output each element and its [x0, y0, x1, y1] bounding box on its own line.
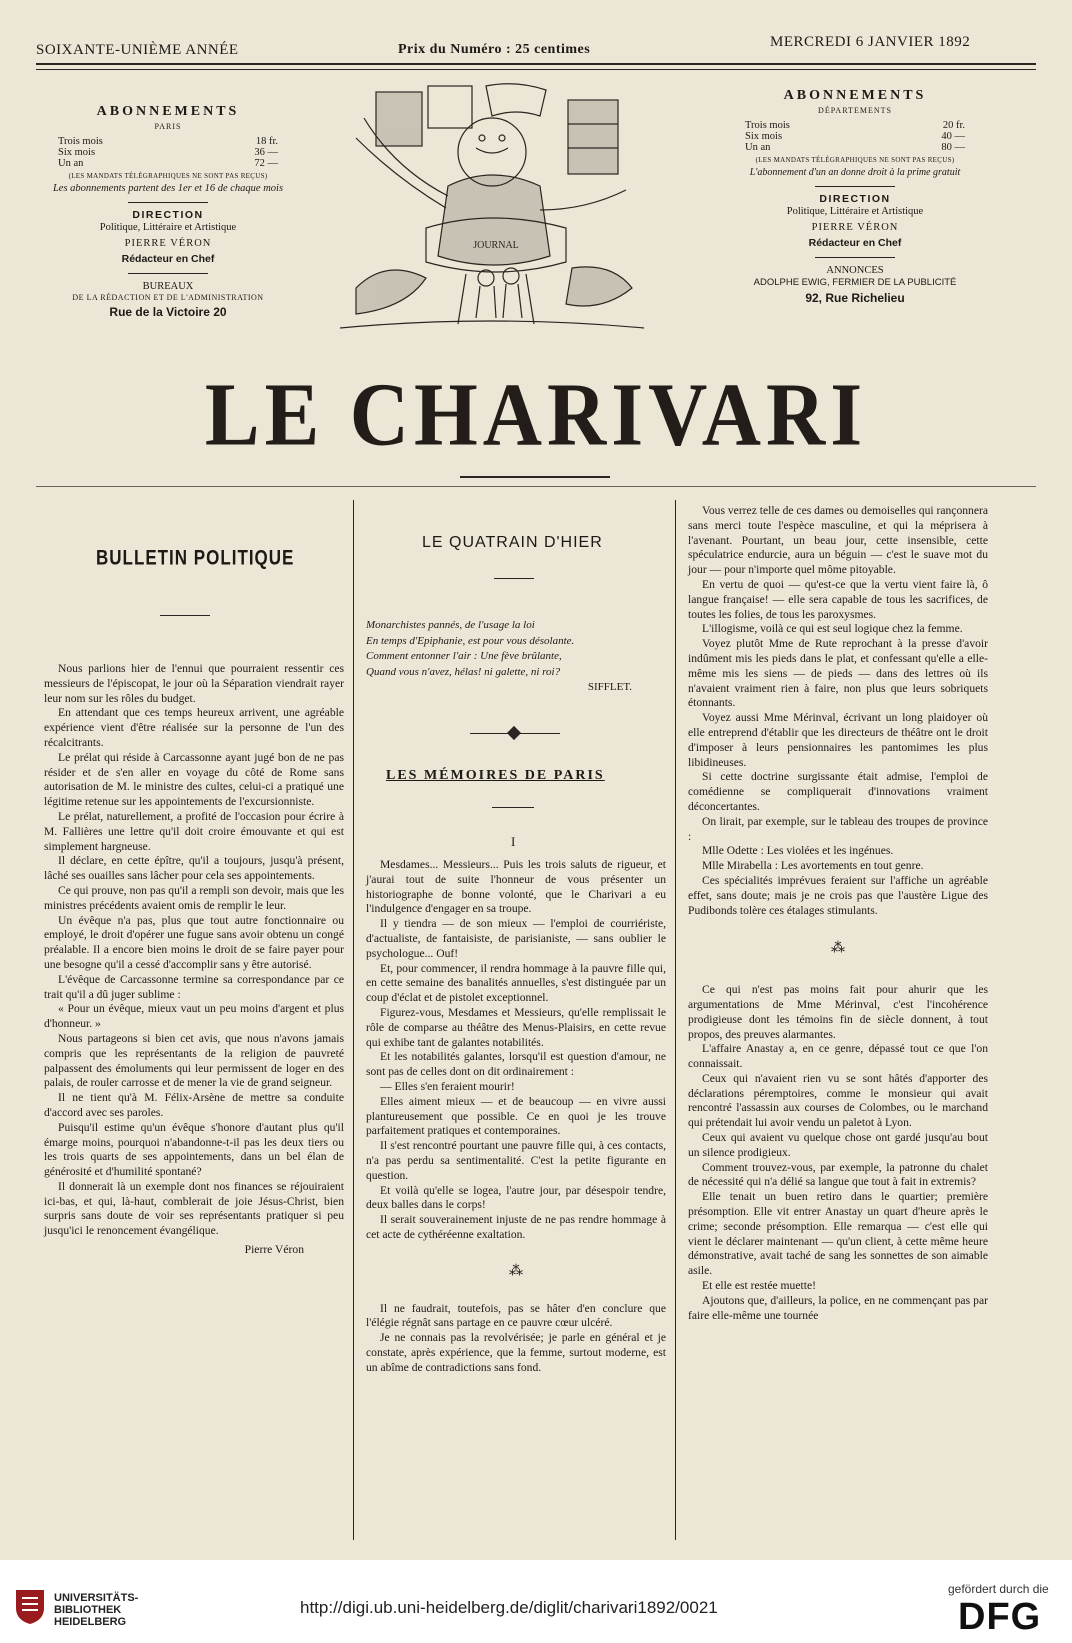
paragraph: Elle tenait un buen retiro dans le quartier; première présomption. Elle vit entrer Anastay un quart d'heure après le crime; seconde présomption. Elle remarqua — c'est elle qui vient le déclarer maintenant — qu'un client, à cette même heure démonstrative, avait taché de sang les sonnettes de son aimable asile.	[688, 1190, 988, 1278]
paragraph: Il déclare, en cette épître, qu'il a toujours, jusqu'à présent, lâché ses ouailles sans lâcher pour cela ses appointements.	[44, 854, 344, 883]
paragraph: Ces spécialités imprévues feraient sur l'affiche un agréable effet, sans doute; mais je ne crois pas que l'austère Ligue des Pudibonds tolère ces étalages stimulants.	[688, 873, 988, 917]
paragraph: Et les notabilités galantes, lorsqu'il est question d'amour, ne sont pas de celles dont on dit ordinairement :	[366, 1050, 666, 1079]
university-name	[54, 1592, 138, 1628]
price-row-label: Trois mois	[745, 120, 790, 131]
price-row-label: Un an	[58, 158, 84, 169]
price-row-label: Six mois	[745, 131, 783, 142]
quatrain-title: LE QUATRAIN D'HIER	[422, 534, 603, 551]
paragraph: Il serait souverainement injuste de ne pas rendre hommage à cet acte de cythéréenne exaltation.	[366, 1213, 666, 1241]
sub-region: DÉPARTEMENTS	[818, 106, 892, 115]
price-row-label: Six mois	[58, 147, 96, 158]
university-logo-icon	[12, 1586, 48, 1626]
header-rule-2	[36, 69, 1036, 70]
verse: Comment entonner l'air : Une fève brûlante,	[366, 650, 562, 662]
footer-bar	[0, 1560, 1072, 1643]
paragraph: Ajoutons que, d'ailleurs, la police, en ne commençant pas par faire elle-même une tournée	[688, 1293, 988, 1322]
price-row-label: Un an	[745, 142, 771, 153]
price-table	[58, 136, 278, 169]
column-divider-2	[675, 500, 676, 1540]
divider	[160, 615, 210, 616]
section-stars: ⁂	[509, 1263, 523, 1279]
price-row-value: 40 —	[941, 131, 965, 142]
mandats-note: (LES MANDATS TÉLÉGRAPHIQUES NE SONT PAS REÇUS)	[68, 172, 268, 180]
price: Prix du Numéro : 25 centimes	[398, 42, 591, 57]
annonces-label: ANNONCES	[826, 265, 884, 276]
director-role: Rédacteur en Chef	[808, 237, 902, 249]
paragraph: Voyez plutôt Mme de Rute reprochant à la presse d'avoir indûment mis les pieds dans le plat, et confessant qu'elle a elle-même mis les siens — de pieds — dans des lettres où ils n'avaient vraiment rien à faire, non plus que leurs sobriquets étonnants.	[688, 637, 988, 710]
verse: Quand vous n'avez, hélas! ni galette, ni roi?	[366, 665, 561, 678]
paragraph: Il s'est rencontré pourtant une pauvre fille qui, à ces contacts, n'a pas perdu sa sentimentalité. C'est la petite figurante en question.	[366, 1139, 666, 1182]
mandats-note: (LES MANDATS TÉLÉGRAPHIQUES NE SONT PAS REÇUS)	[755, 156, 955, 164]
price-row-value: 36 —	[254, 147, 278, 158]
subscriptions-paris	[48, 104, 288, 319]
bureaux-desc: DE LA RÉDACTION ET DE L'ADMINISTRATION	[72, 293, 264, 302]
paragraph: Et voilà qu'elle se logea, l'autre jour, par désespoir tendre, deux balles dans le corps!	[366, 1183, 666, 1212]
bureaux-address: Rue de la Victoire 20	[109, 305, 227, 319]
signature: Pierre Véron	[244, 1243, 304, 1257]
paragraph: L'affaire Anastay a, en ce genre, dépassé tout ce que l'on connaissait.	[688, 1042, 988, 1071]
journal-label: JOURNAL	[473, 240, 519, 251]
memoires-continued	[688, 504, 988, 1323]
paragraph: Ce qui n'est pas moins fait pour ahurir que les argumentations de Mme Mérinval, c'est l'incohérence prodigieuse dont les témoins fin de siècle donnent, à tout propos, des preuves alarmantes.	[688, 983, 988, 1041]
chapter-numeral: I	[511, 834, 516, 849]
paragraph: Voyez aussi Mme Mérinval, écrivant un long plaidoyer où elle entreprend d'établir que les directeurs de théâtre ont le droit d'imposer à leurs pensionnaires les pantomimes les plus libidineuses.	[688, 711, 988, 769]
paragraph: En vertu de quoi — qu'est-ce que la vertu vient faire là, ô langue française! — elle sera capable de tous les sacrifices, de toutes les folies, de tous les paroxysmes.	[688, 577, 988, 621]
verse: Monarchistes pannés, de l'usage la loi	[366, 619, 535, 631]
director-name: PIERRE VÉRON	[124, 238, 212, 249]
director-name: PIERRE VÉRON	[811, 222, 899, 233]
subscriptions-departements	[730, 88, 980, 305]
director-role: Rédacteur en Chef	[121, 253, 215, 265]
paragraph: Mlle Mirabella : Les avortements en tout genre.	[702, 859, 924, 873]
verse: En temps d'Epiphanie, est pour vous désolante.	[366, 634, 575, 647]
paragraph: Ce qui prouve, non pas qu'il a rempli son devoir, mais que les ministres précédents avaient omis de remplir le leur.	[44, 883, 344, 912]
paragraph: Il ne tient qu'à M. Félix-Arsène de mettre sa conduite d'accord avec ses paroles.	[44, 1091, 344, 1119]
divider	[494, 578, 534, 579]
university-line: BIBLIOTHEK	[54, 1604, 122, 1616]
direction-label: DIRECTION	[132, 209, 204, 221]
sub-title: ABONNEMENTS	[783, 88, 927, 103]
divider	[128, 273, 208, 274]
paragraph: L'illogisme, voilà ce qui est seul logique chez la femme.	[702, 622, 963, 636]
edition-year: SOIXANTE-UNIÈME ANNÉE	[36, 42, 239, 58]
divider	[492, 807, 534, 808]
price-row-label: Trois mois	[58, 136, 103, 147]
paragraph: Il y tiendra — de son mieux — l'emploi de courriériste, d'actualiste, de fantaisiste, de parisianiste, — sans oublier le psychologue... Ouf!	[366, 917, 666, 960]
paragraph: Si cette doctrine surgissante était admise, l'emploi de comédienne se compliquerait d'innovations vraiment déconcertantes.	[688, 770, 988, 813]
quatrain-signature: SIFFLET.	[587, 681, 632, 693]
sub-region: PARIS	[154, 122, 182, 131]
memoires-title: LES MÉMOIRES DE PARIS	[386, 768, 605, 783]
masthead-illustration	[336, 78, 648, 340]
annonces-agent: ADOLPHE EWIG, FERMIER DE LA PUBLICITÉ	[753, 277, 957, 288]
bulletin-body	[44, 662, 344, 1258]
paragraph: Vous verrez telle de ces dames ou demoiselles qui rançonnera sans merci toute l'espèce masculine, et qui la méprisera à l'avenant. Pourtant, un beau jour, cette insensible, cette spéculatrice endurcie, aura un béguin — c'est le suave mot du jour — pour n'importe quel môme pitoyable.	[688, 504, 988, 577]
masthead-ornament	[460, 476, 610, 478]
paragraph: — Elles s'en feraient mourir!	[380, 1079, 515, 1093]
paragraph: Le prélat, naturellement, a profité de l'occasion pour écrire à M. Fallières une lettre qu'il doit croire émouvante et qui est simplement hargneuse.	[44, 809, 344, 853]
divider	[815, 257, 895, 258]
paragraph: On lirait, par exemple, sur le tableau des troupes de province :	[688, 814, 988, 843]
paragraph: En attendant que ces temps heureux arrivent, une agréable expérience vient d'être réalisée sur la personne de l'un des récalcitrants.	[44, 706, 344, 749]
bureaux-label: BUREAUX	[142, 281, 194, 292]
paragraph: Mesdames... Messieurs... Puis les trois saluts de rigueur, et j'aurai tout de suite l'honneur de vous présenter un historiographe de bonne volonté, que le Charivari a eu l'indulgence d'engager en sa troupe.	[366, 858, 666, 916]
paragraph: Nous parlions hier de l'ennui que pourraient ressentir ces messieurs de l'épiscopat, le jour où la Séparation viendrait rayer leur nom sur les rôles du budget.	[44, 662, 344, 705]
price-row-value: 72 —	[254, 158, 278, 169]
paragraph: Ceux qui avaient vu quelque chose ont gardé jusqu'au bout un silence prodigieux.	[688, 1131, 988, 1159]
bulletin-title: BULLETIN POLITIQUE	[96, 545, 295, 570]
masthead-title: LE CHARIVARI	[204, 364, 868, 465]
sub-title: ABONNEMENTS	[96, 104, 240, 119]
paragraph: Un évêque n'a pas, plus que tout autre fonctionnaire ou employé, le droit d'opérer une fugue sans avoir obtenu un congé préalable. Il a encore bien moins le droit de se faire payer pour une besogne qu'il a cessé d'accomplir sans y être autorisé.	[44, 913, 344, 971]
memoires-body	[366, 858, 666, 1376]
funded-by: gefördert durch die	[948, 1582, 1049, 1596]
column-divider-1	[353, 500, 354, 1540]
paragraph: Mlle Odette : Les violées et les ingénues.	[702, 844, 894, 858]
paragraph: « Pour un évêque, mieux vaut un peu moins d'argent et plus d'honneur. »	[44, 1002, 344, 1031]
annonces-address: 92, Rue Richelieu	[805, 291, 905, 305]
paragraph: L'évêque de Carcassonne termine sa correspondance par ce trait qu'il a dû juger sublime :	[44, 972, 344, 1001]
dfg-logo: DFG	[958, 1596, 1042, 1638]
direction-label: DIRECTION	[819, 193, 891, 205]
price-row-value: 80 —	[941, 142, 965, 153]
divider	[128, 202, 208, 203]
paragraph: Nous partageons si bien cet avis, que nous n'avons jamais compris que les représentants de la religion de pauvreté palpassent des émoluments qui leur permissent de loger en des palais, de rouler carrosse et de mener la vie de grand seigneur.	[44, 1031, 344, 1090]
sub-terms: L'abonnement d'un an donne droit à la prime gratuit	[749, 167, 961, 178]
paragraph: Puisqu'il estime qu'un évêque s'honore d'autant plus qu'il émarge moins, pourquoi n'abandonne-t-il pas les deux tiers ou les trois quarts de ses appointements, dans un bel élan de générosité et d'humilité spontané?	[44, 1120, 344, 1179]
paragraph: Il ne faudrait, toutefois, pas se hâter d'en conclure que l'élégie régnât sans partage en ce pauvre cœur ulcéré.	[366, 1301, 666, 1330]
issue-date: MERCREDI 6 JANVIER 1892	[770, 34, 971, 50]
university-line: HEIDELBERG	[54, 1616, 127, 1628]
paragraph: Elles aiment mieux — et de beaucoup — en vivre aussi plantureusement que possible. Ce en quoi je les trouve parfaitement pratiques et contemporaines.	[366, 1094, 666, 1138]
paragraph: Figurez-vous, Mesdames et Messieurs, qu'elle remplissait le rôle de comparse au théâtre des Menus-Plaisirs, en cette revue qui exhibe tant de galantes notabilités.	[366, 1005, 666, 1049]
price-row-value: 18 fr.	[255, 136, 278, 147]
quatrain	[366, 618, 666, 696]
section-stars: ⁂	[831, 941, 845, 957]
paragraph: Comment trouvez-vous, par exemple, la patronne du chalet de nécessité qui n'a délié sa langue que tout à fait in extremis?	[688, 1160, 988, 1189]
price-table	[745, 120, 965, 153]
illustration-svg	[336, 78, 648, 340]
paragraph: Il donnerait là un exemple dont nos finances se réjouiraient ici-bas, et qui, là-haut, comblerait de joie Jésus-Christ, bien surpris sans doute de voir ses représentants pratiquer si peu jusqu'ici le renoncement évangélique.	[44, 1179, 344, 1238]
paragraph: Et elle est restée muette!	[702, 1279, 816, 1293]
ornament-diamond	[507, 726, 521, 740]
divider	[815, 186, 895, 187]
paragraph: Le prélat qui réside à Carcassonne ayant jugé bon de ne pas résider et de s'en aller en voyage du côté de Rome sans autorisation de M. le ministre des cultes, celui-ci a pratiqué une légitime retenue sur les appointements de l'excursionniste.	[44, 750, 344, 809]
paragraph: Je ne connais pas la revolvérisée; je parle en général et je constate, après expérience, que la femme, surtout moderne, est un abîme de contradictions sans fond.	[366, 1331, 666, 1374]
price-row-value: 20 fr.	[942, 120, 965, 131]
paragraph: Ceux qui n'avaient rien vu se sont hâtés d'apporter des déclarations péremptoires, comme le monsieur qui avait rencontré l'assassin aux courses de Colombes, ou le marchand qui prétendait lui avoir vendu un paletot à Lyon.	[688, 1071, 988, 1130]
direction-desc: Politique, Littéraire et Artistique	[786, 206, 924, 217]
paragraph: Et, pour commencer, il rendra hommage à la pauvre fille qui, en cette semaine des banalités annuelles, s'est distinguée par un coup d'éclat et de pistolet exceptionnel.	[366, 961, 666, 1005]
university-line: UNIVERSITÄTS-	[54, 1592, 139, 1604]
top-column-rule	[36, 486, 1036, 487]
header-rule	[36, 63, 1036, 65]
sub-terms: Les abonnements partent des 1er et 16 de chaque mois	[52, 183, 284, 194]
permalink[interactable]: http://digi.ub.uni-heidelberg.de/diglit/charivari1892/0021	[300, 1598, 718, 1617]
direction-desc: Politique, Littéraire et Artistique	[99, 222, 237, 233]
